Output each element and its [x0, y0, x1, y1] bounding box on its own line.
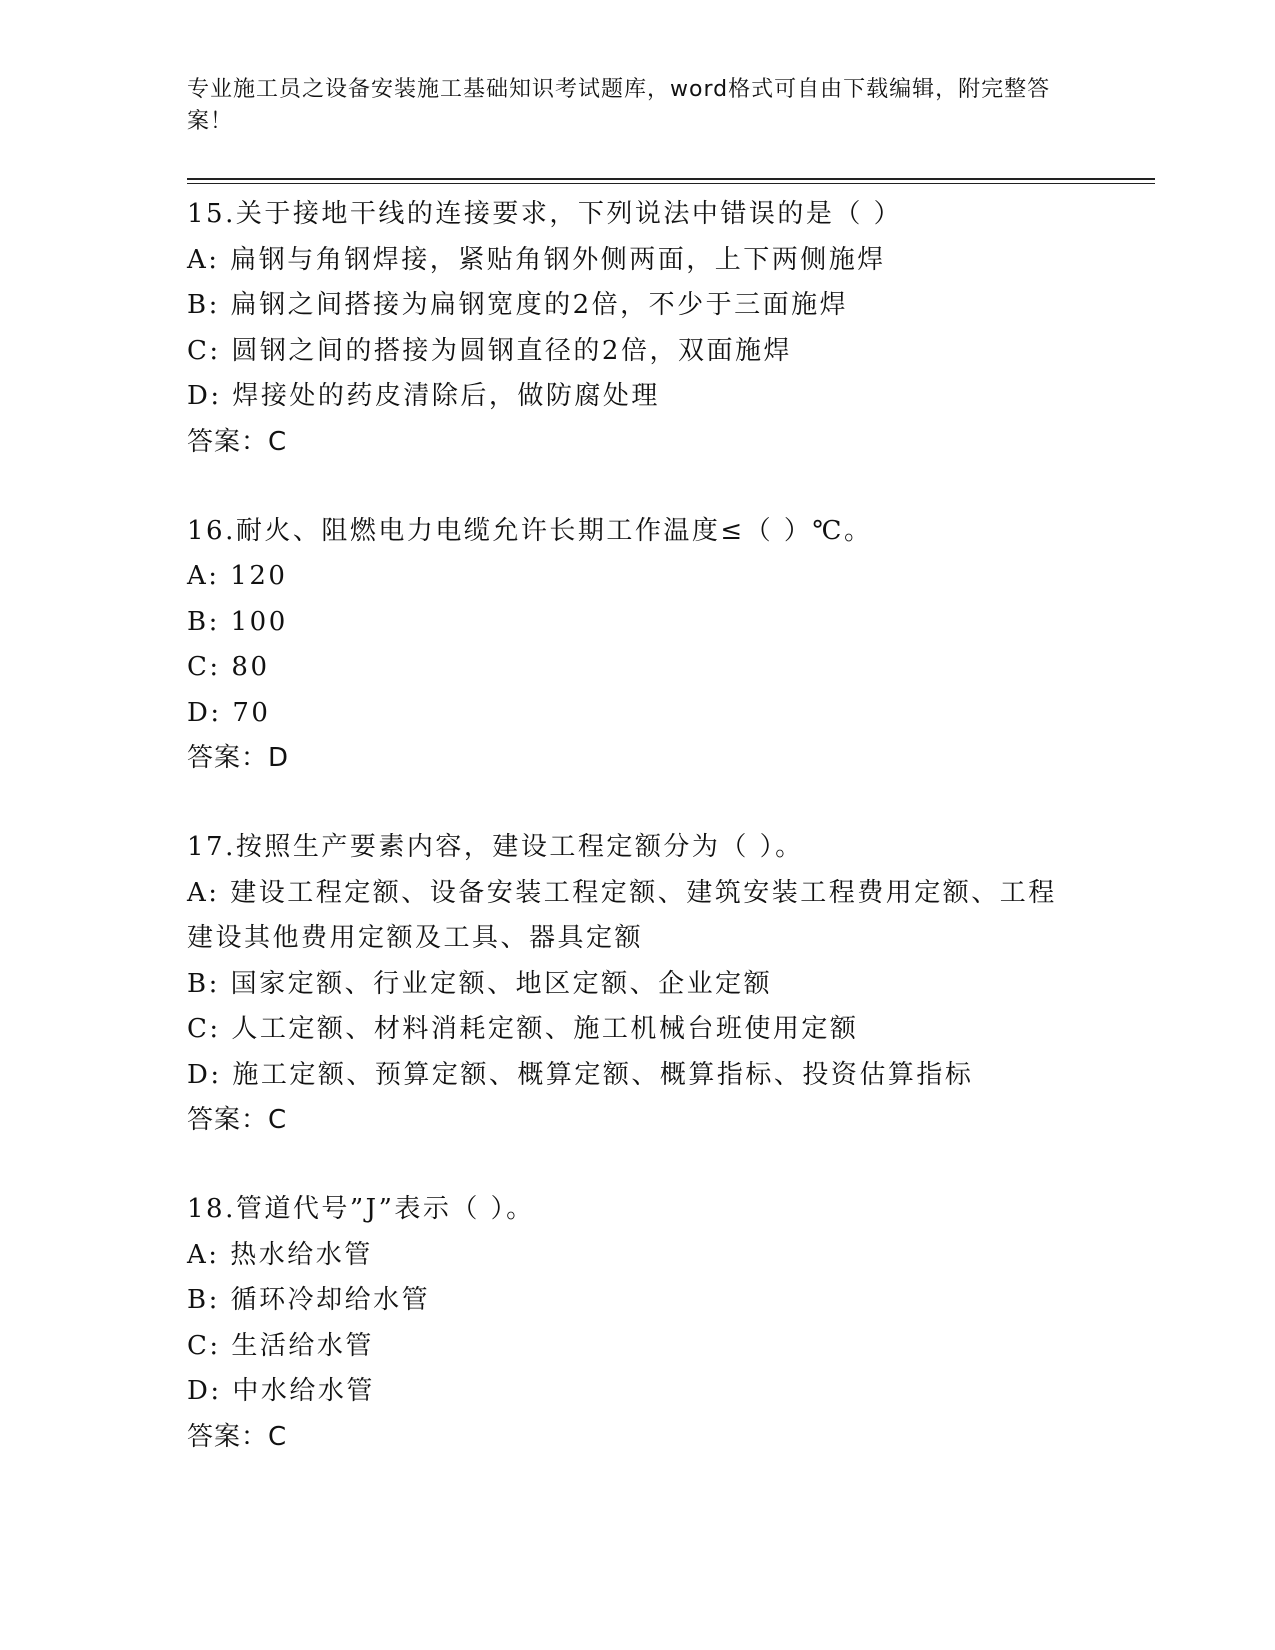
option-b: B: 100: [187, 606, 288, 637]
option-c: C: 人工定额、材料消耗定额、施工机械台班使用定额: [187, 1014, 859, 1044]
option-a: A: 120: [187, 561, 288, 591]
question-stem: 18.管道代号”J”表示（ ）。: [187, 1194, 535, 1224]
option-b: B: 扁钢之间搭接为扁钢宽度的2倍，不少于三面施焊: [187, 290, 849, 320]
option-b: B: 循环冷却给水管: [187, 1285, 431, 1315]
question-list: [187, 192, 1147, 1504]
option-a: A: 建设工程定额、设备安装工程定额、建筑安装工程费用定额、工程建设其他费用定额及工具、器具定额: [187, 877, 1057, 953]
option-c: C: 生活给水管: [187, 1330, 374, 1361]
option-d: D: 焊接处的药皮清除后，做防腐处理: [187, 381, 660, 411]
option-d: D: 施工定额、预算定额、概算定额、概算指标、投资估算指标: [187, 1059, 974, 1090]
question-stem: 16.耐火、阻燃电力电缆允许长期工作温度≤（ ）℃。: [187, 515, 873, 546]
question-16: [187, 509, 1147, 782]
option-d: D: 70: [187, 697, 271, 728]
document-header: 专业施工员之设备安装施工基础知识考试题库，word格式可自由下载编辑，附完整答案！: [187, 77, 1051, 134]
question-15: [187, 192, 1147, 465]
option-a: A: 扁钢与角钢焊接，紧贴角钢外侧两面，上下两侧施焊: [187, 244, 886, 275]
option-b: B: 国家定额、行业定额、地区定额、企业定额: [187, 968, 773, 999]
answer-line: 答案：C: [187, 426, 288, 457]
option-d: D: 中水给水管: [187, 1376, 375, 1406]
option-a: A: 热水给水管: [187, 1239, 373, 1270]
answer-line: 答案：C: [187, 1421, 288, 1452]
answer-line: 答案：C: [187, 1105, 288, 1135]
header-rule-thick: [187, 178, 1155, 180]
option-c: C: 80: [187, 652, 270, 682]
answer-line: 答案：D: [187, 743, 290, 773]
question-18: [187, 1187, 1147, 1460]
header-rule-thin: [187, 183, 1155, 184]
question-17: [187, 825, 1147, 1143]
question-stem: 17.按照生产要素内容，建设工程定额分为（ ）。: [187, 832, 804, 862]
option-c: C: 圆钢之间的搭接为圆钢直径的2倍，双面施焊: [187, 335, 792, 366]
question-stem: 15.关于接地干线的连接要求，下列说法中错误的是（ ）: [187, 199, 903, 229]
